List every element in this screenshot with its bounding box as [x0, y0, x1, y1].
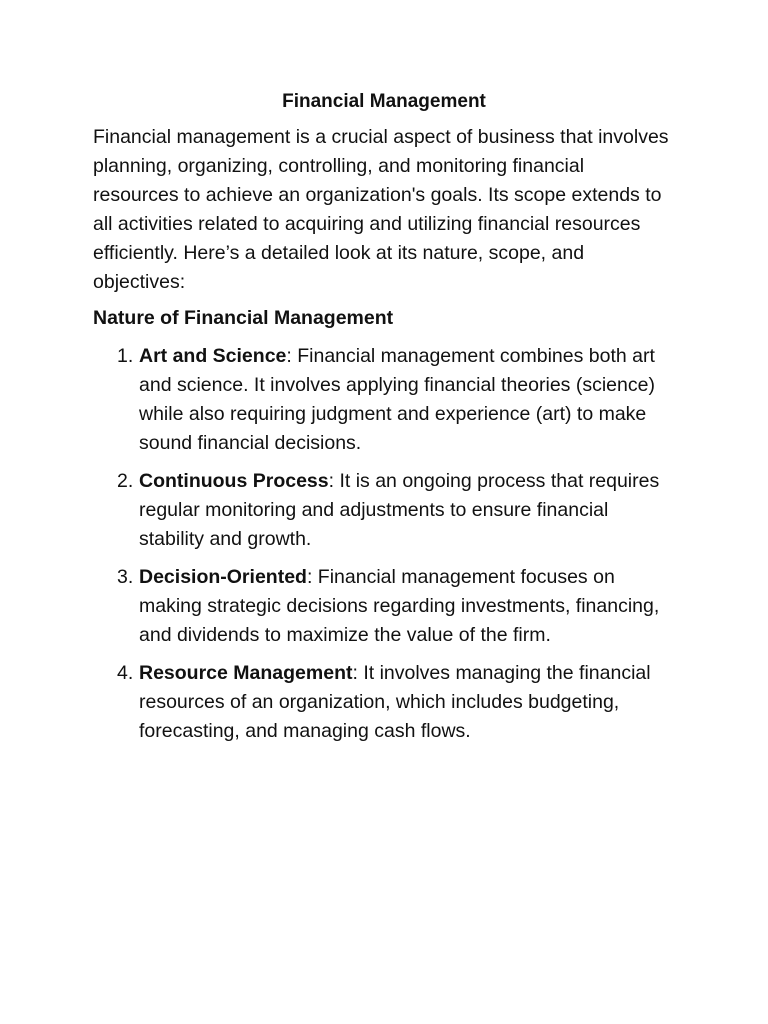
nature-list	[93, 342, 675, 746]
list-item-term: Continuous Process	[139, 470, 329, 492]
document-page	[93, 88, 675, 755]
list-item-text: : Financial management focuses on making strategic decisions regarding investments, financing, and dividends to maximize the value of the firm.	[139, 566, 660, 646]
list-item-term: Art and Science	[139, 345, 287, 367]
list-item-number: 1.	[117, 345, 134, 367]
list-item-text: : Financial management combines both art and science. It involves applying financial theories (science) while also requiring judgment and experience (art) to make sound financial decisions.	[139, 345, 655, 454]
list-item-text: : It is an ongoing process that requires regular monitoring and adjustments to ensure financial stability and growth.	[139, 470, 660, 550]
section-heading: Nature of Financial Management	[93, 307, 394, 329]
list-item-text: : It involves managing the financial resources of an organization, which includes budgeting, forecasting, and managing cash flows.	[139, 662, 651, 742]
document-title: Financial Management	[282, 91, 486, 112]
list-item	[93, 659, 675, 746]
list-item-number: 2.	[117, 470, 134, 492]
intro-paragraph: Financial management is a crucial aspect of business that involves planning, organizing, controlling, and monitoring financial resources to achieve an organization's goals. Its scope extends to all activities related to acquiring and utilizing financial resources efficiently. Here’s a detailed look at its nature, scope, and objectives:	[93, 126, 669, 293]
list-item-term: Resource Management	[139, 662, 353, 684]
list-item-number: 3.	[117, 566, 134, 588]
list-item-term: Decision-Oriented	[139, 566, 307, 588]
list-item	[93, 342, 675, 458]
list-item	[93, 467, 675, 554]
list-item-number: 4.	[117, 662, 134, 684]
list-item	[93, 563, 675, 650]
